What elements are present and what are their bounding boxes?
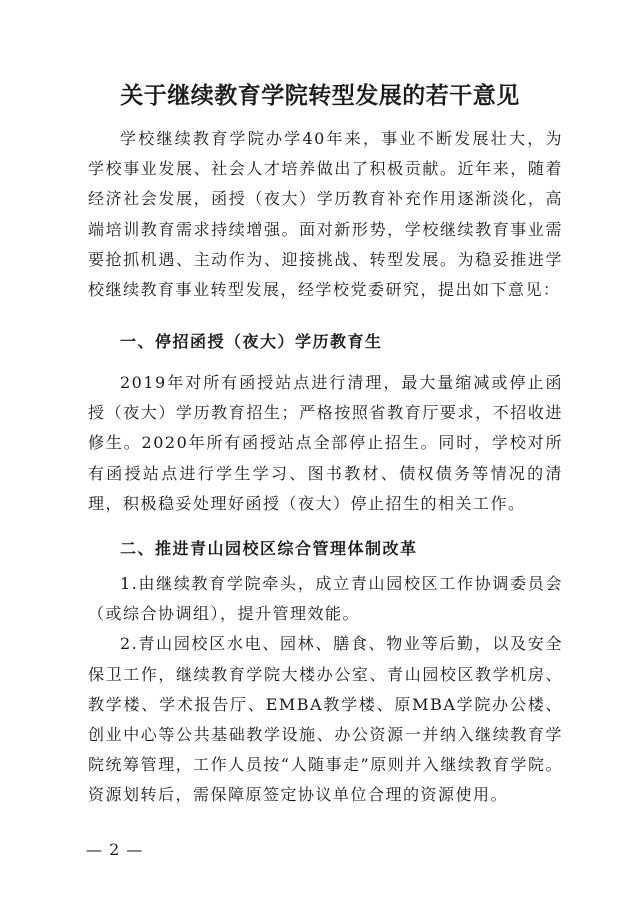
section-2-item-1: 1.由继续教育学院牵头，成立青山园校区工作协调委员会（或综合协调组），提升管理效能。	[88, 574, 563, 624]
intro-section	[88, 124, 563, 305]
page-number: — 2 —	[86, 840, 144, 859]
section-2-heading: 二、推进青山园校区综合管理体制改革	[120, 539, 418, 558]
section-1-heading: 一、停招函授（夜大）学历教育生	[120, 332, 383, 351]
section-2-body	[88, 569, 563, 811]
section-1-body	[88, 368, 563, 519]
intro-paragraph: 学校继续教育学院办学40年来，事业不断发展壮大，为学校事业发展、社会人才培养做出了积极贡献。近年来，随着经济社会发展，函授（夜大）学历教育补充作用逐渐淡化，高端培训教育需求持续增强。面对新形势，学校继续教育事业需要抢抓机遇、主动作为、迎接挑战、转型发展。为稳妥推进学校继续教育事业转型发展，经学校党委研究，提出如下意见：	[88, 129, 563, 300]
section-1-paragraph: 2019年对所有函授站点进行清理，最大量缩减或停止函授（夜大）学历教育招生；严格按照省教育厅要求，不招收进修生。2020年所有函授站点全部停止招生。同时，学校对所有函授站点进行学生学习、图书教材、债权债务等情况的清理，积极稳妥处理好函授（夜大）停止招生的相关工作。	[88, 373, 563, 513]
section-2-item-2: 2.青山园校区水电、园林、膳食、物业等后勤，以及安全保卫工作，继续教育学院大楼办公室、青山园校区教学机房、教学楼、学术报告厅、EMBA教学楼、原MBA学院办公楼、创业中心等公共基础教学设施、办公资源一并纳入继续教育学院统筹管理，工作人员按“人随事走”原则并入继续教育学院。资源划转后，需保障原签定协议单位合理的资源使用。	[88, 634, 563, 805]
document-title: 关于继续教育学院转型发展的若干意见	[120, 83, 520, 109]
